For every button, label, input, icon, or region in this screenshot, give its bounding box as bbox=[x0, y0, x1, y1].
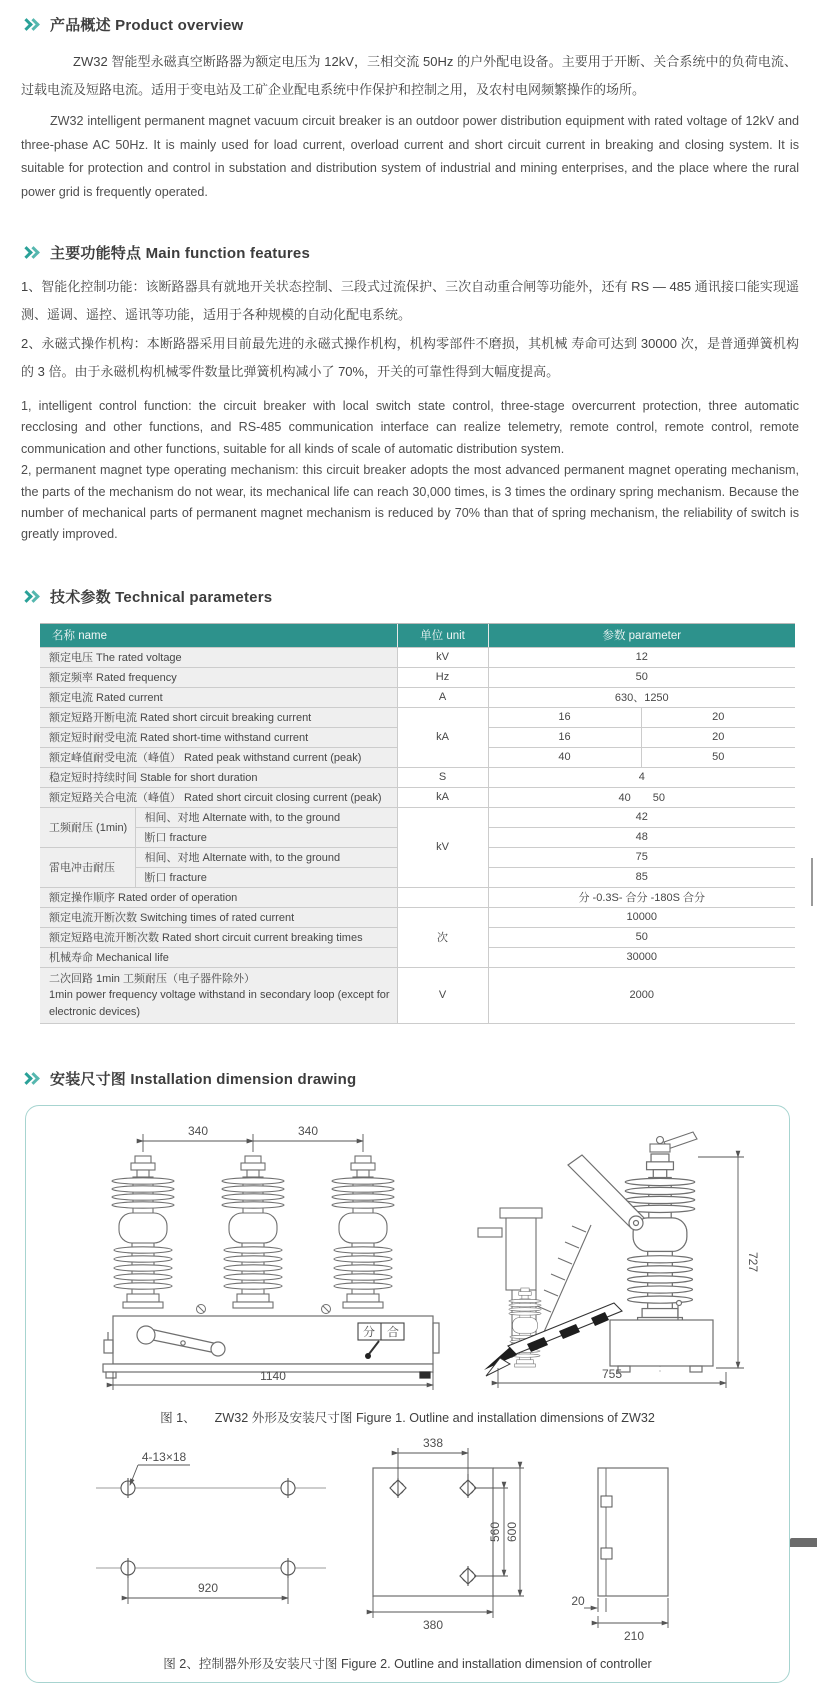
param-value: 42 bbox=[488, 807, 795, 827]
table-row bbox=[40, 707, 795, 727]
figure2-drawing bbox=[38, 1436, 778, 1644]
table-row bbox=[40, 807, 795, 827]
dim-label-340-left: 340 bbox=[187, 1123, 208, 1138]
dim-label-380: 380 bbox=[422, 1617, 443, 1632]
table-row bbox=[40, 787, 795, 807]
param-value: 48 bbox=[488, 827, 795, 847]
param-value: 20 bbox=[641, 727, 795, 747]
col-header-name: 名称 name bbox=[40, 623, 397, 647]
param-unit: Hz bbox=[397, 667, 488, 687]
figure2-caption: 图 2、控制器外形及安装尺寸图 Figure 2. Outline and installation dimension of controller bbox=[163, 1656, 652, 1671]
param-value: 2000 bbox=[488, 967, 795, 1023]
param-unit: A bbox=[397, 687, 488, 707]
dimension-380 bbox=[373, 1596, 493, 1618]
param-value: 30000 bbox=[488, 947, 795, 967]
dim-label-210: 210 bbox=[623, 1628, 644, 1643]
indicator-close-label: 合 bbox=[386, 1324, 399, 1339]
double-chevron-icon bbox=[27, 246, 40, 259]
param-subname: 相间、对地 Alternate with, to the ground bbox=[135, 807, 397, 827]
param-value: 4 bbox=[488, 767, 795, 787]
table-row bbox=[40, 907, 795, 927]
fig1-front-view bbox=[103, 1124, 439, 1390]
param-value: 12 bbox=[488, 647, 795, 667]
dim-label-920: 920 bbox=[197, 1580, 218, 1595]
corner-widget-fragment[interactable] bbox=[790, 1538, 817, 1547]
param-subname: 相间、对地 Alternate with, to the ground bbox=[135, 847, 397, 867]
param-unit bbox=[397, 887, 488, 907]
param-value: 10000 bbox=[488, 907, 795, 927]
overview-paragraph-zh: ZW32 智能型永磁真空断路器为额定电压为 12kV，三相交流 50Hz 的户外配电设备。主要用于开断、关合系统中的负荷电流、过载电流及短路电流。适用于变电站及工矿企业配电系统中作保护和控制之用，及农村电网频繁操作的场所。 bbox=[21, 54, 797, 97]
param-name: 额定频率 Rated frequency bbox=[40, 667, 397, 687]
features-item-en-1: 1, intelligent control function: the circuit breaker with local switch state control, three-stage overcurrent protection, three automatic recclosing and other functions, and RS-485 communication interface can realize telemetry, remote control, remote control, remote communication and other functions, suitable for all kinds of scale of automatic distribution system. bbox=[21, 398, 799, 456]
dimension-210 bbox=[598, 1598, 668, 1628]
param-name: 稳定短时持续时间 Stable for short duration bbox=[40, 767, 397, 787]
features-item-zh-2: 2、永磁式操作机构：本断路器采用目前最先进的永磁式操作机构，机构零部件不磨损，其机械 寿命可达到 30000 次，是普通弹簧机构的 3 倍。由于永磁机构机械零件数量比弹簧机构减小了 70%，开关的可靠性得到大幅度提高。 bbox=[21, 335, 799, 380]
table-row bbox=[40, 767, 795, 787]
dim-label-755: 755 bbox=[601, 1366, 622, 1381]
figure1-caption: 图 1、 ZW32 外形及安装尺寸图 Figure 1. Outline and installation dimensions of ZW32 bbox=[160, 1410, 655, 1425]
param-unit: kV bbox=[397, 807, 488, 887]
section-header-installation bbox=[22, 1068, 795, 1089]
fig2-controller-side bbox=[571, 1468, 668, 1643]
param-name: 额定短路电流开断次数 Rated short circuit current breaking times bbox=[40, 927, 397, 947]
param-unit: kA bbox=[397, 707, 488, 767]
overview-paragraph-en: ZW32 intelligent permanent magnet vacuum circuit breaker is an outdoor power distribution equipment with rated voltage of 12kV and three-phase AC 50Hz. It is mainly used for load current, overload current and short circuit current in breaking and closing system. It is suitable for protection and control in substation and distribution system of industrial and mining enterprises, and the place where the rural power grid is frequently operated. bbox=[21, 113, 799, 199]
dim-label-727: 727 bbox=[745, 1251, 760, 1272]
table-row bbox=[40, 967, 795, 1023]
table-row bbox=[40, 667, 795, 687]
param-value: 16 bbox=[488, 707, 641, 727]
dim-label-338: 338 bbox=[422, 1435, 443, 1450]
section-title-installation: 安装尺寸图 Installation dimension drawing bbox=[50, 1070, 357, 1088]
installation-drawing-box bbox=[25, 1105, 790, 1683]
param-name: 机械寿命 Mechanical life bbox=[40, 947, 397, 967]
param-group-name: 雷电冲击耐压 bbox=[40, 847, 135, 887]
dimension-20 bbox=[584, 1598, 606, 1612]
param-unit: V bbox=[397, 967, 488, 1023]
param-value: 75 bbox=[488, 847, 795, 867]
section-title-overview: 产品概述 Product overview bbox=[50, 17, 244, 34]
param-value: 40 50 bbox=[488, 787, 795, 807]
param-unit: 次 bbox=[397, 907, 488, 967]
dim-label-340-right: 340 bbox=[297, 1123, 318, 1138]
param-name-en: 1min power frequency voltage withstand in secondary loop (except for electronic devices) bbox=[49, 989, 390, 1018]
param-unit: S bbox=[397, 767, 488, 787]
table-header-row bbox=[40, 623, 795, 647]
section-header-features bbox=[22, 242, 795, 263]
indicator-open-label: 分 bbox=[362, 1324, 375, 1339]
features-item-en-2: 2, permanent magnet type operating mechanism: this circuit breaker adopts the most advanced permanent magnet operating mechanism, the parts of the mechanism do not wear, its mechanical life can reach 30,000 times, is 3 times the ordinary spring mechanism. Because the number of mechanical parts of permanent magnet mechanism is reduced by 70% than that of spring mechanism, the reliability of switch is greatly improved. bbox=[21, 463, 799, 542]
param-value: 85 bbox=[488, 867, 795, 887]
section-title-features: 主要功能特点 Main function features bbox=[50, 244, 310, 262]
param-name bbox=[40, 967, 397, 1023]
dim-label-holes: 4-13×18 bbox=[141, 1449, 186, 1464]
param-value: 16 bbox=[488, 727, 641, 747]
table-row bbox=[40, 887, 795, 907]
param-name: 额定电流 Rated current bbox=[40, 687, 397, 707]
param-value: 20 bbox=[641, 707, 795, 727]
fig2-hole-layout bbox=[96, 1450, 326, 1604]
dim-label-20: 20 bbox=[570, 1593, 585, 1608]
table-row bbox=[40, 647, 795, 667]
param-value: 分 -0.3S- 合分 -180S 合分 bbox=[488, 887, 795, 907]
dim-label-600: 600 bbox=[504, 1521, 519, 1542]
dim-label-1140: 1140 bbox=[259, 1368, 286, 1383]
param-name: 额定电压 The rated voltage bbox=[40, 647, 397, 667]
param-subname: 断口 fracture bbox=[135, 827, 397, 847]
param-value: 50 bbox=[641, 747, 795, 767]
param-name: 额定短时耐受电流 Rated short-time withstand current bbox=[40, 727, 397, 747]
param-value: 50 bbox=[488, 927, 795, 947]
dim-label-560: 560 bbox=[487, 1521, 502, 1542]
param-unit: kV bbox=[397, 647, 488, 667]
figure1-drawing bbox=[38, 1120, 778, 1398]
param-group-name: 工频耐压 (1min) bbox=[40, 807, 135, 847]
fig1-side-view bbox=[478, 1132, 760, 1388]
technical-parameters-table bbox=[40, 623, 795, 1024]
param-value: 40 bbox=[488, 747, 641, 767]
scrollbar-fragment[interactable] bbox=[811, 858, 813, 906]
param-name: 额定电流开断次数 Switching times of rated current bbox=[40, 907, 397, 927]
param-name: 额定短路关合电流（峰值） Rated short circuit closing current (peak) bbox=[40, 787, 397, 807]
param-name: 额定峰值耐受电流（峰值） Rated peak withstand current (peak) bbox=[40, 747, 397, 767]
param-name: 额定操作顺序 Rated order of operation bbox=[40, 887, 397, 907]
fig2-controller-front bbox=[373, 1436, 524, 1632]
features-item-zh-1: 1、智能化控制功能：该断路器具有就地开关状态控制、三段式过流保护、三次自动重合闸等功能外，还有 RS — 485 通讯接口能实现遥测、遥调、遥控、遥讯等功能，适用于各种规模的自动化配电系统。 bbox=[21, 278, 799, 323]
param-subname: 断口 fracture bbox=[135, 867, 397, 887]
param-name: 额定短路开断电流 Rated short circuit breaking current bbox=[40, 707, 397, 727]
col-header-unit: 单位 unit bbox=[397, 623, 488, 647]
section-header-parameters bbox=[22, 586, 795, 607]
section-title-parameters: 技术参数 Technical parameters bbox=[50, 588, 273, 606]
dimension-340 bbox=[143, 1134, 363, 1152]
param-value: 50 bbox=[488, 667, 795, 687]
param-unit: kA bbox=[397, 787, 488, 807]
param-value: 630、1250 bbox=[488, 687, 795, 707]
section-header-overview bbox=[22, 14, 795, 35]
table-row bbox=[40, 687, 795, 707]
col-header-parameter: 参数 parameter bbox=[488, 623, 795, 647]
striped-rod bbox=[484, 1303, 622, 1376]
param-name-zh: 二次回路 1min 工频耐压（电子器件除外） bbox=[49, 972, 255, 985]
